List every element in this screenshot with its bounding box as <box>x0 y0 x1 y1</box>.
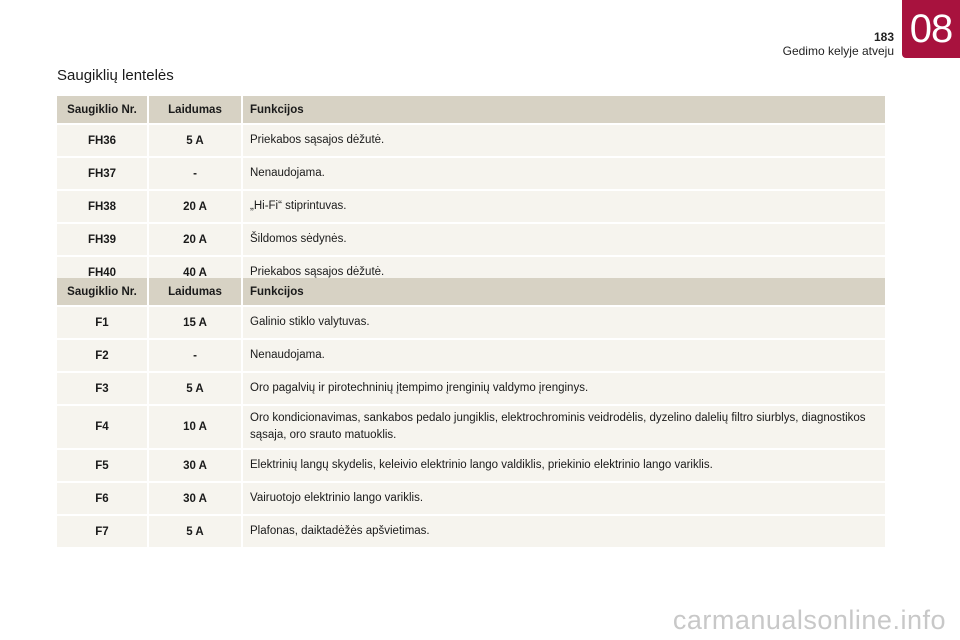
fuse-function: Plafonas, daiktadėžės apšvietimas. <box>243 516 885 547</box>
table-row <box>57 125 885 156</box>
fuse-amperage: 20 A <box>149 191 243 222</box>
fuse-function: „Hi-Fi“ stiprintuvas. <box>243 191 885 222</box>
fuse-number: FH40 <box>57 257 149 288</box>
table-header-row <box>57 278 885 305</box>
header-fuse-number: Saugiklio Nr. <box>57 96 149 123</box>
fuse-table-f <box>57 276 885 549</box>
table-row <box>57 483 885 514</box>
header-functions: Funkcijos <box>243 278 885 305</box>
page-number: 183 <box>873 30 894 44</box>
table-row <box>57 191 885 222</box>
fuse-amperage: 30 A <box>149 450 243 481</box>
fuse-function: Elektrinių langų skydelis, keleivio elektrinio lango valdiklis, priekinio elektrinio lango variklis. <box>243 450 885 481</box>
fuse-function: Oro kondicionavimas, sankabos pedalo jungiklis, elektrochrominis veidrodėlis, dyzelino dalelių filtro siurblys, diagnostikos sąsaja, oro srauto matuoklis. <box>243 406 885 448</box>
fuse-function: Priekabos sąsajos dėžutė. <box>243 125 885 156</box>
fuse-amperage: 10 A <box>149 406 243 448</box>
header-amperage: Laidumas <box>149 278 243 305</box>
fuse-amperage: 5 A <box>149 516 243 547</box>
fuse-function: Nenaudojama. <box>243 158 885 189</box>
chapter-badge: 08 <box>902 0 960 58</box>
fuse-amperage: - <box>149 340 243 371</box>
fuse-number: F2 <box>57 340 149 371</box>
fuse-amperage: 30 A <box>149 483 243 514</box>
fuse-number: FH36 <box>57 125 149 156</box>
table-row <box>57 224 885 255</box>
table-row <box>57 406 885 448</box>
watermark: carmanualsonline.info <box>672 605 946 635</box>
fuse-function: Galinio stiklo valytuvas. <box>243 307 885 338</box>
header-functions: Funkcijos <box>243 96 885 123</box>
fuse-amperage: 15 A <box>149 307 243 338</box>
fuse-amperage: 5 A <box>149 125 243 156</box>
fuse-number: F3 <box>57 373 149 404</box>
table-row <box>57 373 885 404</box>
fuse-function: Priekabos sąsajos dėžutė. <box>243 257 885 288</box>
fuse-function: Šildomos sėdynės. <box>243 224 885 255</box>
fuse-function: Nenaudojama. <box>243 340 885 371</box>
table-row <box>57 158 885 189</box>
fuse-number: FH37 <box>57 158 149 189</box>
section-title: Saugiklių lentelės <box>57 67 174 84</box>
chapter-title: Gedimo kelyje atveju <box>782 44 894 58</box>
fuse-number: FH39 <box>57 224 149 255</box>
fuse-amperage: 5 A <box>149 373 243 404</box>
fuse-number: FH38 <box>57 191 149 222</box>
fuse-table-fh <box>57 94 885 290</box>
header-amperage: Laidumas <box>149 96 243 123</box>
table-row <box>57 450 885 481</box>
table-header-row <box>57 96 885 123</box>
fuse-amperage: 20 A <box>149 224 243 255</box>
header-fuse-number: Saugiklio Nr. <box>57 278 149 305</box>
fuse-amperage: 40 A <box>149 257 243 288</box>
fuse-number: F1 <box>57 307 149 338</box>
fuse-function: Oro pagalvių ir pirotechninių įtempimo įrenginių valdymo įrenginys. <box>243 373 885 404</box>
table-row <box>57 516 885 547</box>
fuse-number: F5 <box>57 450 149 481</box>
table-row <box>57 340 885 371</box>
table-row <box>57 307 885 338</box>
fuse-function: Vairuotojo elektrinio lango variklis. <box>243 483 885 514</box>
fuse-amperage: - <box>149 158 243 189</box>
fuse-number: F7 <box>57 516 149 547</box>
fuse-number: F6 <box>57 483 149 514</box>
fuse-number: F4 <box>57 406 149 448</box>
